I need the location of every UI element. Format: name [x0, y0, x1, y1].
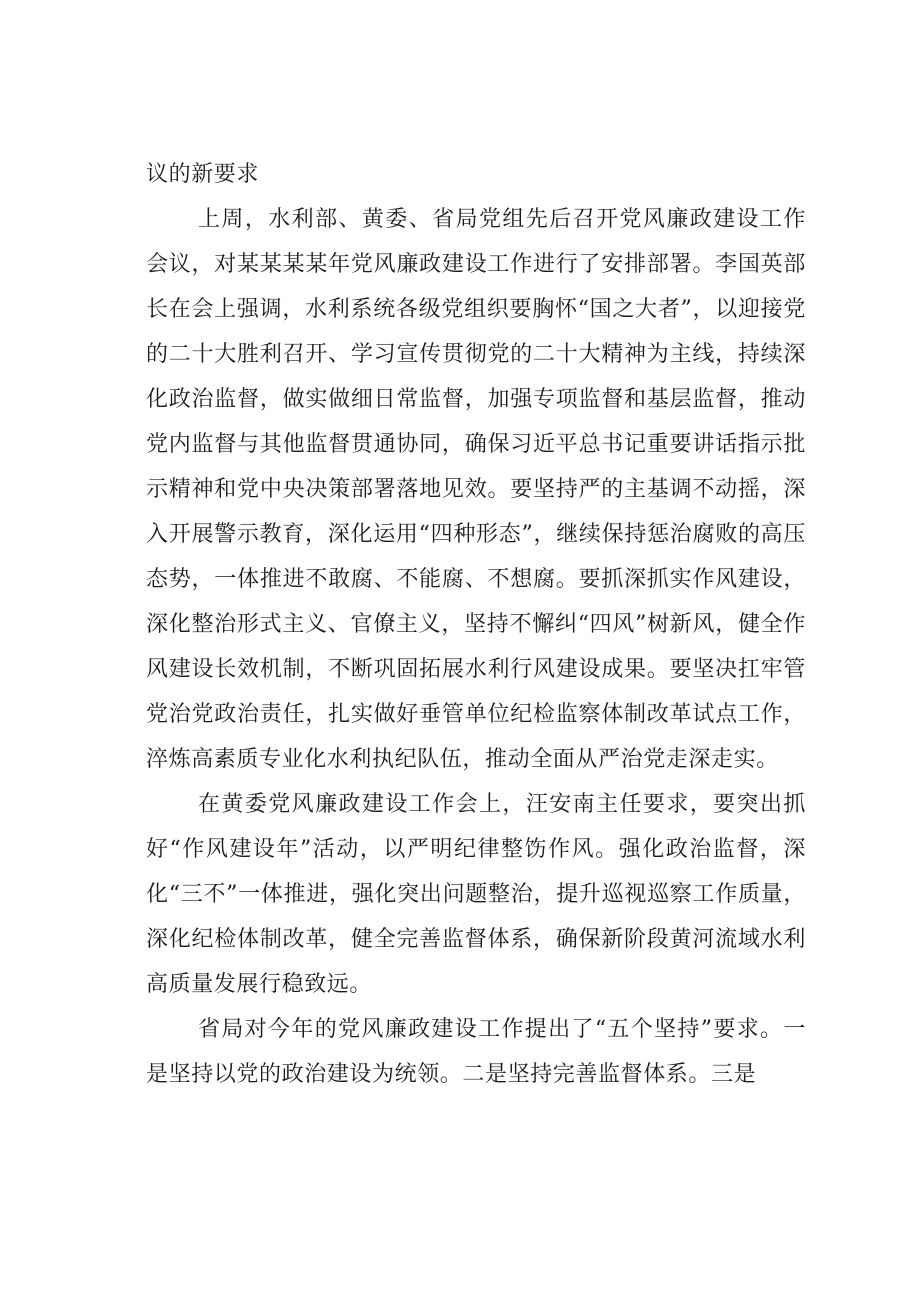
- paragraph-ministry-meeting: 上周，水利部、黄委、省局党组先后召开党风廉政建设工作会议，对某某某某年党风廉政建设工作进行了安排部署。李国英部长在会上强调，水利系统各级党组织要胸怀“国之大者”，以迎接党的二十大胜利召开、学习宣传贯彻党的二十大精神为主线，持续深化政治监督，做实做细日常监督，加强专项监督和基层监督，推动党内监督与其他监督贯通协同，确保习近平总书记重要讲话指示批示精神和党中央决策部署落地见效。要坚持严的主基调不动摇，深入开展警示教育，深化运用“四种形态”，继续保持惩治腐败的高压态势，一体推进不敢腐、不能腐、不想腐。要抓深抓实作风建设，深化整治形式主义、官僚主义，坚持不懈纠“四风”树新风，健全作风建设长效机制，不断巩固拓展水利行风建设成果。要坚决扛牢管党治党政治责任，扎实做好垂管单位纪检监察体制改革试点工作，淬炼高素质专业化水利执纪队伍，推动全面从严治党走深走实。: [146, 207, 806, 772]
- paragraph-continuation: 议的新要求: [146, 162, 260, 187]
- paragraph-provincial-bureau: 省局对今年的党风廉政建设工作提出了“五个坚持”要求。一是坚持以党的政治建设为统领。二是坚持完善监督体系。三是: [146, 1017, 806, 1087]
- document-body: [146, 152, 806, 1097]
- paragraph-yellow-river-commission: 在黄委党风廉政建设工作会上，汪安南主任要求，要突出抓好“作风建设年”活动，以严明纪律整饬作风。强化政治监督，深化“三不”一体推进，强化突出问题整治，提升巡视巡察工作质量，深化纪检体制改革，健全完善监督体系，确保新阶段黄河流域水利高质量发展行稳致远。: [146, 792, 806, 997]
